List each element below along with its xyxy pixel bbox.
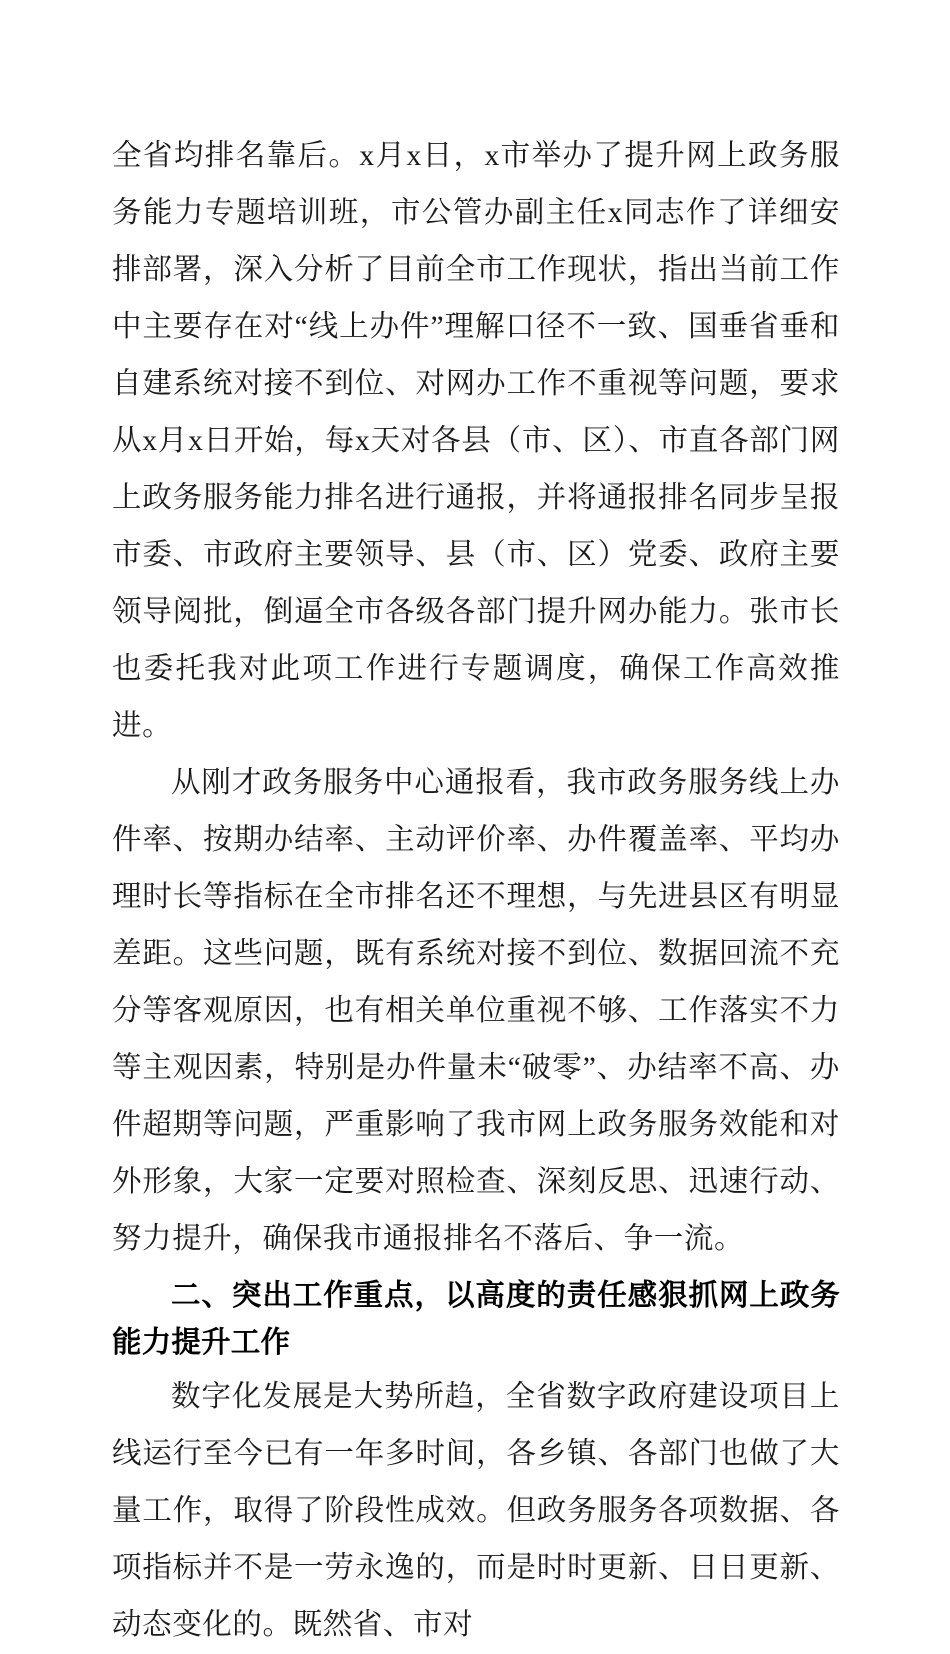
section-heading-2: 二、突出工作重点，以高度的责任感狠抓网上政务能力提升工作 bbox=[112, 1279, 840, 1359]
document-body bbox=[112, 128, 840, 1654]
paragraph-2: 从刚才政务服务中心通报看，我市政务服务线上办件率、按期办结率、主动评价率、办件覆盖率、平均办理时长等指标在全市排名还不理想，与先进县区有明显差距。这些问题，既有系统对接不到位、数据回流不充分等客观原因，也有相关单位重视不够、工作落实不力等主观因素，特别是办件量未“破零”、办结率不高、办件超期等问题，严重影响了我市网上政务服务效能和对外形象，大家一定要对照检查、深刻反思、迅速行动、努力提升，确保我市通报排名不落后、争一流。 bbox=[112, 767, 840, 1255]
paragraph-3: 数字化发展是大势所趋，全省数字政府建设项目上线运行至今已有一年多时间，各乡镇、各部门也做了大量工作，取得了阶段性成效。但政务服务各项数据、各项指标并不是一劳永逸的，而是时时更新、日日更新、动态变化的。既然省、市对 bbox=[112, 1381, 840, 1641]
paragraph-1: 全省均排名靠后。x月x日，x市举办了提升网上政务服务能力专题培训班，市公管办副主任x同志作了详细安排部署，深入分析了目前全市工作现状，指出当前工作中主要存在对“线上办件”理解口径不一致、国垂省垂和自建系统对接不到位、对网办工作不重视等问题，要求从x月x日开始，每x天对各县（市、区）、市直各部门网上政务服务能力排名进行通报，并将通报排名同步呈报市委、市政府主要领导、县（市、区）党委、政府主要领导阅批，倒逼全市各级各部门提升网办能力。张市长也委托我对此项工作进行专题调度，确保工作高效推进。 bbox=[112, 140, 840, 742]
